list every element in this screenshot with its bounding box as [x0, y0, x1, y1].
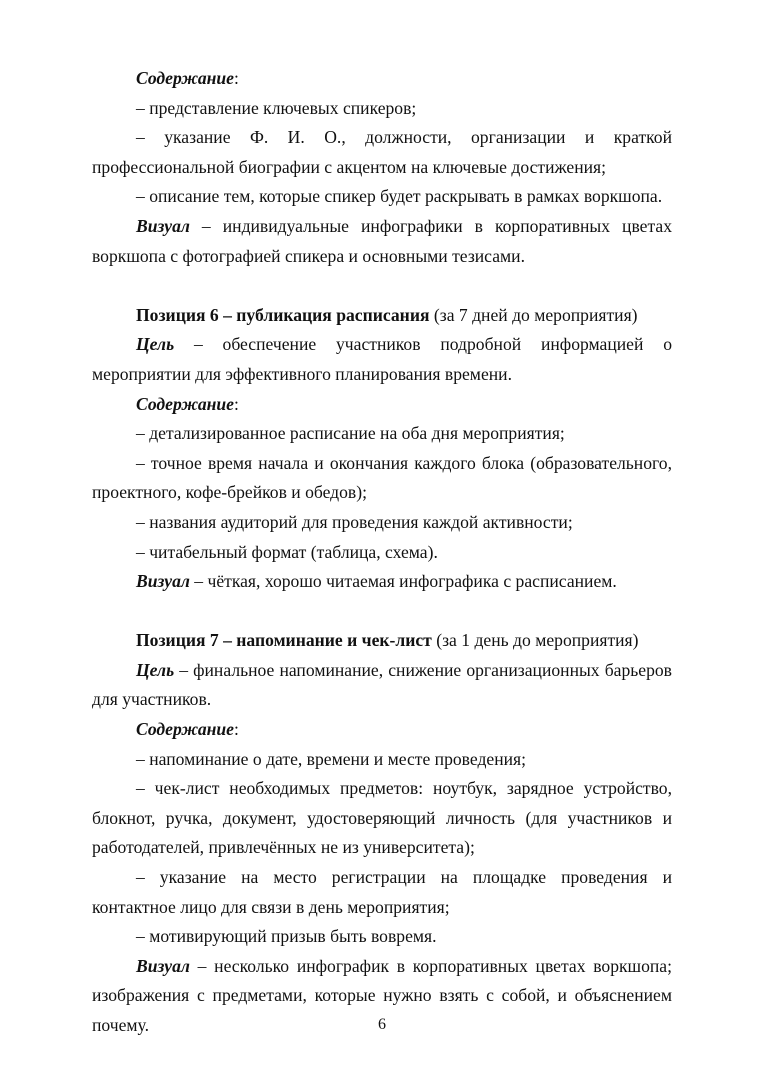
goal-paragraph: Цель – обеспечение участников подробной информацией о мероприятии для эффективного планирования времени. [92, 334, 672, 384]
goal-label: Цель [136, 659, 175, 680]
content-heading: Содержание: [136, 68, 239, 88]
goal-label: Цель [136, 334, 175, 355]
list-item: – напоминание о дате, времени и месте проведения; [136, 748, 527, 769]
visual-label: Визуал [136, 955, 190, 976]
visual-paragraph: Визуал – несколько инфографик в корпоративных цветах воркшопа; изображения с предметами, которые нужно взять с собой, и объяснением почему. [92, 955, 672, 1035]
visual-paragraph: Визуал – индивидуальные инфографики в корпоративных цветах воркшопа с фотографией спикера и основными тезисами. [92, 215, 672, 266]
visual-label: Визуал [136, 215, 190, 236]
body-text [92, 64, 672, 1041]
position-7-heading: Позиция 7 – напоминание и чек-лист (за 1 день до мероприятия) [136, 630, 639, 651]
list-item: – указание Ф. И. О., должности, организации и краткой профессиональной биографии с акцентом на ключевые достижения; [92, 127, 672, 177]
visual-paragraph: Визуал – чёткая, хорошо читаемая инфографика с расписанием. [136, 571, 617, 592]
goal-paragraph: Цель – финальное напоминание, снижение организационных барьеров для участников. [92, 659, 672, 710]
position-6-heading: Позиция 6 – публикация расписания (за 7 дней до мероприятия) [136, 304, 638, 325]
content-label: Содержание [136, 393, 234, 414]
list-item: – читабельный формат (таблица, схема). [136, 541, 438, 562]
visual-label: Визуал [136, 571, 190, 592]
list-item: – описание тем, которые спикер будет раскрывать в рамках воркшопа. [136, 186, 663, 207]
content-heading: Содержание: [136, 719, 239, 740]
list-item: – представление ключевых спикеров; [136, 97, 417, 118]
list-item: – названия аудиторий для проведения каждой активности; [136, 511, 573, 532]
list-item: – чек-лист необходимых предметов: ноутбук, зарядное устройство, блокнот, ручка, документ, удостоверяющий личность (для участников и работодателей, привлечённых не из университета); [92, 778, 672, 858]
list-item: – точное время начала и окончания каждого блока (образовательного, проектного, кофе-брейков и обедов); [92, 452, 672, 503]
list-item: – мотивирующий призыв быть вовремя. [136, 926, 437, 947]
list-item: – указание на место регистрации на площадке проведения и контактное лицо для связи в день мероприятия; [92, 867, 672, 917]
content-label: Содержание [136, 68, 234, 88]
content-heading: Содержание: [136, 393, 239, 414]
content-label: Содержание [136, 719, 234, 740]
page-number: 6 [378, 1016, 386, 1033]
list-item: – детализированное расписание на оба дня мероприятия; [136, 423, 565, 444]
